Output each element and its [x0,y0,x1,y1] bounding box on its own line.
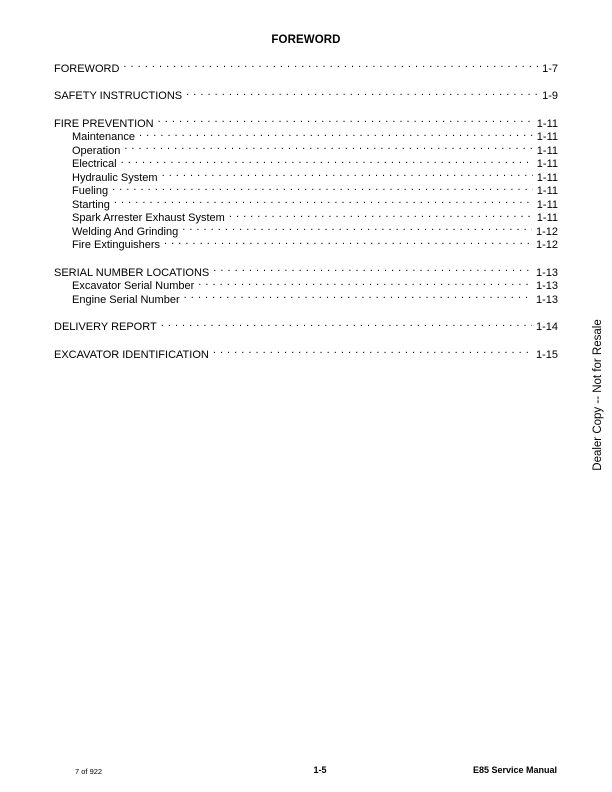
dot-leader [213,344,532,358]
toc-section [54,317,558,331]
toc-entry-label: Excavator Serial Number [72,280,195,292]
toc-entry-page: 1-11 [536,171,558,184]
toc-entry-page: 1-11 [536,131,558,143]
toc-subentry[interactable] [54,208,558,222]
toc-entry-label: FOREWORD [54,62,120,75]
dot-leader [124,140,532,154]
toc-subentry[interactable] [54,167,558,184]
toc-entry-page: 1-13 [535,293,558,306]
dot-leader [182,221,532,235]
toc-entry-label: Hydraulic System [72,171,158,184]
toc-entry-label: FIRE PREVENTION [54,117,154,130]
dot-leader [213,262,532,276]
toc-entry-label: Starting [72,198,110,211]
toc-section [54,86,558,100]
dot-leader [114,194,533,208]
toc-entry-page: 1-11 [536,117,558,130]
dot-leader [229,208,533,222]
dot-leader [123,58,538,72]
toc-subentry[interactable] [54,194,558,211]
toc-entry-page: 1-13 [535,266,558,279]
toc-entry-label: Spark Arrester Exhaust System [72,212,225,224]
dot-leader [161,317,532,331]
toc-entry-page: 1-13 [535,280,558,292]
toc-entry-label: SAFETY INSTRUCTIONS [54,90,183,102]
toc-entry-page: 1-11 [536,144,558,157]
table-of-contents [54,58,558,372]
toc-entry-page: 1-14 [535,321,558,333]
toc-entry-page: 1-15 [535,348,558,361]
toc-entry[interactable] [54,58,558,75]
toc-entry-label: DELIVERY REPORT [54,321,157,333]
toc-section [54,344,558,361]
footer-manual-title: E85 Service Manual [472,765,557,775]
dot-leader [121,154,533,168]
toc-entry[interactable] [54,317,558,331]
toc-entry-page: 1-12 [535,225,558,238]
toc-entry-page: 1-11 [536,212,558,224]
toc-entry-label: Maintenance [72,131,135,143]
toc-entry-label: Fire Extinguishers [72,239,161,251]
toc-subentry[interactable] [54,181,558,195]
toc-entry-label: Engine Serial Number [72,293,180,306]
dot-leader [184,289,532,303]
toc-entry-page: 1-11 [536,185,558,197]
toc-entry-page: 1-9 [542,90,558,102]
toc-entry-page: 1-11 [536,198,558,211]
toc-entry[interactable] [54,86,558,100]
toc-subentry[interactable] [54,140,558,157]
dot-leader [158,113,533,127]
dot-leader [162,167,533,181]
toc-section [54,58,558,75]
dot-leader [186,86,538,100]
toc-subentry[interactable] [54,154,558,168]
dot-leader [198,276,532,290]
toc-entry-label: Operation [72,144,121,157]
toc-section [54,113,558,251]
toc-entry-label: EXCAVATOR IDENTIFICATION [54,348,209,361]
toc-entry-page: 1-12 [535,239,558,251]
toc-entry[interactable] [54,344,558,361]
toc-entry-page: 1-7 [542,62,558,75]
toc-entry-label: Welding And Grinding [72,225,179,238]
dot-leader [112,181,533,195]
dot-leader [139,127,533,141]
toc-entry-label: Electrical [72,158,117,170]
toc-entry-page: 1-11 [536,158,558,170]
toc-entry[interactable] [54,113,558,130]
dealer-copy-watermark: Dealer Copy -- Not for Resale [592,319,604,471]
toc-entry-label: SERIAL NUMBER LOCATIONS [54,266,210,279]
toc-entry[interactable] [54,262,558,279]
toc-entry-label: Fueling [72,185,109,197]
page-title: FOREWORD [271,34,341,46]
toc-section [54,262,558,306]
footer-page-count: 7 of 922 [75,767,103,776]
footer-page-number: 1-5 [313,765,327,775]
dot-leader [164,235,532,249]
